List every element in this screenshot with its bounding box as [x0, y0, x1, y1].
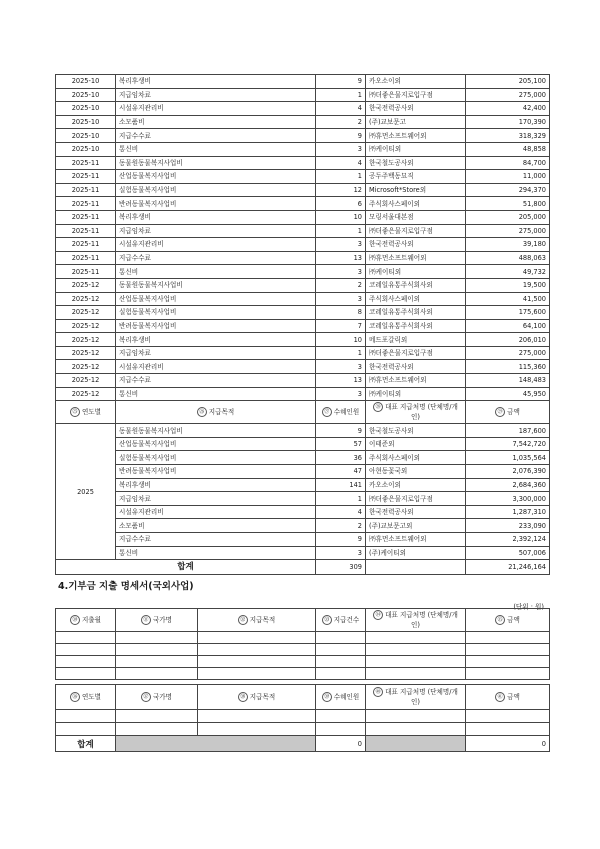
table-row [56, 387, 550, 401]
row-amount: 45,950 [466, 387, 550, 401]
overseas-yearly-header [56, 685, 550, 710]
row-recipient: 코레일유통주식회사외 [366, 319, 466, 333]
row-recipient: 주식회사스페이외 [366, 197, 466, 211]
row-count: 3 [316, 387, 366, 401]
total-empty-cell [366, 560, 466, 575]
row-purpose: 통신비 [116, 265, 316, 279]
row-count: 3 [316, 546, 366, 560]
row-recipient: 메드포갈릭외 [366, 333, 466, 347]
row-date: 2025-11 [56, 251, 116, 265]
table-row [56, 265, 550, 279]
row-purpose: 반려동물복지사업비 [116, 197, 316, 211]
row-recipient: ㈜케이티외 [366, 387, 466, 401]
row-recipient: 한국철도공사외 [366, 156, 466, 170]
row-count: 3 [316, 292, 366, 306]
header-recipient: ㉘ 대표 지급처명 (단체명/개인) [366, 401, 466, 424]
row-count: 47 [316, 465, 366, 479]
table-row [56, 374, 550, 388]
row-purpose: 통신비 [116, 546, 316, 560]
yearly-row [56, 505, 550, 519]
empty-row [56, 710, 550, 723]
header-purpose: ㉜ 지급목적 [198, 609, 316, 632]
row-purpose: 동물원동물복지사업비 [116, 156, 316, 170]
yearly-row [56, 465, 550, 479]
row-amount: 41,500 [466, 292, 550, 306]
row-date: 2025-11 [56, 197, 116, 211]
row-amount: 170,390 [466, 115, 550, 129]
row-recipient: ㈜휴먼소프트웨어외 [366, 129, 466, 143]
table-row [56, 88, 550, 102]
row-date: 2025-11 [56, 224, 116, 238]
row-purpose: 동물원동물복지사업비 [116, 278, 316, 292]
row-amount: 275,000 [466, 346, 550, 360]
row-count: 3 [316, 142, 366, 156]
table-row [56, 102, 550, 116]
row-recipient: 카오소이외 [366, 478, 466, 492]
unit-label: (단위 : 원) [513, 603, 544, 611]
row-recipient: 한국전력공사외 [366, 505, 466, 519]
table-row [56, 360, 550, 374]
row-count: 13 [316, 374, 366, 388]
row-recipient: 한국전력공사외 [366, 360, 466, 374]
empty-row [56, 668, 550, 680]
empty-row [56, 656, 550, 668]
row-amount: 233,090 [466, 519, 550, 533]
row-purpose: 복리후생비 [116, 75, 316, 89]
row-count: 3 [316, 238, 366, 252]
row-purpose: 지급수수료 [116, 533, 316, 547]
row-purpose: 소모품비 [116, 519, 316, 533]
total-amount: 21,246,164 [466, 560, 550, 575]
row-date: 2025-10 [56, 75, 116, 89]
row-purpose: 지급수수료 [116, 374, 316, 388]
row-amount: 19,500 [466, 278, 550, 292]
yearly-row [56, 451, 550, 465]
row-recipient: 주식회사스페이외 [366, 451, 466, 465]
row-amount: 64,100 [466, 319, 550, 333]
header-month: ㉚ 지출월 [56, 609, 116, 632]
row-count: 1 [316, 224, 366, 238]
row-purpose: 지급임차료 [116, 88, 316, 102]
overseas-monthly-table [55, 608, 550, 680]
row-amount: 275,000 [466, 88, 550, 102]
row-count: 2 [316, 519, 366, 533]
row-date: 2025-12 [56, 292, 116, 306]
yearly-row [56, 492, 550, 506]
row-count: 9 [316, 129, 366, 143]
header-country: ㉛ 국가명 [116, 609, 198, 632]
row-amount: 507,006 [466, 546, 550, 560]
total-label: 합계 [56, 736, 116, 752]
header-recipient: ㉞ 대표 지급처명 (단체명/개인) [366, 609, 466, 632]
row-amount: 205,000 [466, 210, 550, 224]
row-recipient: 이태준외 [366, 437, 466, 451]
header-purpose: ㉖ 지급목적 [116, 401, 316, 424]
yearly-row [56, 478, 550, 492]
row-amount: 148,483 [466, 374, 550, 388]
yearly-row [56, 546, 550, 560]
total-label: 합계 [56, 560, 316, 575]
row-amount: 2,392,124 [466, 533, 550, 547]
row-date: 2025-11 [56, 170, 116, 184]
row-purpose: 복리후생비 [116, 210, 316, 224]
row-count: 13 [316, 251, 366, 265]
row-purpose: 시설유지관리비 [116, 360, 316, 374]
header-year: ㊱ 연도별 [56, 685, 116, 710]
row-amount: 318,329 [466, 129, 550, 143]
yearly-row [56, 533, 550, 547]
header-amount: ㉟ 금액 [466, 609, 550, 632]
table-row [56, 142, 550, 156]
row-date: 2025-12 [56, 333, 116, 347]
row-amount: 205,100 [466, 75, 550, 89]
row-recipient: 한국전력공사외 [366, 102, 466, 116]
row-purpose: 지급수수료 [116, 129, 316, 143]
table-row [56, 197, 550, 211]
table-row [56, 170, 550, 184]
row-amount: 11,000 [466, 170, 550, 184]
row-date: 2025-10 [56, 102, 116, 116]
empty-row [56, 723, 550, 736]
row-amount: 7,542,720 [466, 437, 550, 451]
row-count: 57 [316, 437, 366, 451]
row-purpose: 산업동물복지사업비 [116, 292, 316, 306]
row-recipient: 코레일유통주식회사외 [366, 278, 466, 292]
row-recipient: ㈜휴먼소프트웨어외 [366, 251, 466, 265]
row-date: 2025-10 [56, 129, 116, 143]
row-count: 3 [316, 360, 366, 374]
row-purpose: 지급임차료 [116, 224, 316, 238]
row-count: 1 [316, 346, 366, 360]
row-count: 2 [316, 115, 366, 129]
row-purpose: 산업동물복지사업비 [116, 170, 316, 184]
yearly-header-row [56, 401, 550, 424]
row-amount: 49,732 [466, 265, 550, 279]
row-count: 141 [316, 478, 366, 492]
row-amount: 2,076,390 [466, 465, 550, 479]
row-date: 2025-12 [56, 278, 116, 292]
header-purpose: ㊳ 지급목적 [198, 685, 316, 710]
overseas-total-row [56, 736, 550, 752]
row-purpose: 동물원동물복지사업비 [116, 424, 316, 438]
table-row [56, 210, 550, 224]
row-purpose: 실험동물복지사업비 [116, 451, 316, 465]
row-count: 2 [316, 278, 366, 292]
row-date: 2025-12 [56, 360, 116, 374]
total-count: 309 [316, 560, 366, 575]
row-count: 10 [316, 210, 366, 224]
row-count: 1 [316, 88, 366, 102]
total-row [56, 560, 550, 575]
row-amount: 2,684,360 [466, 478, 550, 492]
row-recipient: 한국철도공사외 [366, 424, 466, 438]
table-row [56, 333, 550, 347]
empty-row [56, 632, 550, 644]
row-purpose: 실험동물복지사업비 [116, 306, 316, 320]
header-amount: ㊶ 금액 [466, 685, 550, 710]
row-count: 9 [316, 75, 366, 89]
row-date: 2025-11 [56, 183, 116, 197]
row-count: 1 [316, 170, 366, 184]
row-purpose: 실험동물복지사업비 [116, 183, 316, 197]
row-recipient: 카오소이외 [366, 75, 466, 89]
row-recipient: ㈜더좋은물지로입구점 [366, 346, 466, 360]
row-count: 4 [316, 505, 366, 519]
overseas-monthly-header [56, 609, 550, 632]
total-gray-cell [116, 736, 316, 752]
row-amount: 206,010 [466, 333, 550, 347]
row-amount: 115,360 [466, 360, 550, 374]
table-row [56, 115, 550, 129]
table-row [56, 346, 550, 360]
row-amount: 488,063 [466, 251, 550, 265]
header-recipient: ㊵ 대표 지급처명 (단체명/개인) [366, 685, 466, 710]
row-count: 9 [316, 533, 366, 547]
row-recipient: ㈜케이티외 [366, 142, 466, 156]
row-count: 4 [316, 102, 366, 116]
row-date: 2025-12 [56, 319, 116, 333]
row-recipient: 아현동꽃국외 [366, 465, 466, 479]
yearly-row [56, 519, 550, 533]
row-recipient: 공두주백동묘직 [366, 170, 466, 184]
row-amount: 294,370 [466, 183, 550, 197]
row-amount: 3,300,000 [466, 492, 550, 506]
row-date: 2025-12 [56, 387, 116, 401]
table-row [56, 75, 550, 89]
year-cell: 2025 [56, 424, 116, 560]
row-amount: 1,035,564 [466, 451, 550, 465]
row-count: 4 [316, 156, 366, 170]
row-purpose: 반려동물복지사업비 [116, 465, 316, 479]
row-count: 7 [316, 319, 366, 333]
row-purpose: 복리후생비 [116, 333, 316, 347]
row-amount: 1,287,310 [466, 505, 550, 519]
row-purpose: 시설유지관리비 [116, 505, 316, 519]
row-count: 36 [316, 451, 366, 465]
row-date: 2025-11 [56, 210, 116, 224]
row-date: 2025-10 [56, 142, 116, 156]
row-date: 2025-11 [56, 265, 116, 279]
table-row [56, 292, 550, 306]
header-year: ㉕ 연도별 [56, 401, 116, 424]
row-purpose: 통신비 [116, 142, 316, 156]
row-date: 2025-11 [56, 156, 116, 170]
table-row [56, 183, 550, 197]
row-recipient: ㈜더좋은물지로입구점 [366, 492, 466, 506]
row-amount: 48,858 [466, 142, 550, 156]
header-beneficiaries: ㊴ 수혜인원 [316, 685, 366, 710]
header-amount: ㉙ 금액 [466, 401, 550, 424]
monthly-expense-table [55, 74, 550, 575]
row-recipient: ㈜더좋은물지로입구점 [366, 224, 466, 238]
header-beneficiaries: ㉗ 수혜인원 [316, 401, 366, 424]
yearly-row [56, 424, 550, 438]
row-date: 2025-10 [56, 88, 116, 102]
row-purpose: 지급임차료 [116, 492, 316, 506]
row-recipient: Microsoft*Store외 [366, 183, 466, 197]
row-count: 8 [316, 306, 366, 320]
row-date: 2025-11 [56, 238, 116, 252]
row-recipient: 주식회사스페이외 [366, 292, 466, 306]
row-purpose: 반려동물복지사업비 [116, 319, 316, 333]
row-recipient: ㈜휴먼소프트웨어외 [366, 533, 466, 547]
row-count: 3 [316, 265, 366, 279]
row-recipient: (주)케이티외 [366, 546, 466, 560]
row-amount: 275,000 [466, 224, 550, 238]
total-amount: 0 [466, 736, 550, 752]
table-row [56, 129, 550, 143]
row-purpose: 산업동물복지사업비 [116, 437, 316, 451]
row-count: 1 [316, 492, 366, 506]
section4-title: 4.기부금 지출 명세서(국외사업) [58, 581, 194, 592]
empty-row [56, 644, 550, 656]
row-purpose: 시설유지관리비 [116, 102, 316, 116]
row-recipient: (주)교보문고 [366, 115, 466, 129]
table-row [56, 224, 550, 238]
total-gray-cell [366, 736, 466, 752]
row-date: 2025-12 [56, 374, 116, 388]
row-date: 2025-12 [56, 306, 116, 320]
row-date: 2025-10 [56, 115, 116, 129]
table-row [56, 306, 550, 320]
table-row [56, 319, 550, 333]
row-amount: 42,400 [466, 102, 550, 116]
row-purpose: 소모품비 [116, 115, 316, 129]
row-count: 9 [316, 424, 366, 438]
overseas-yearly-table [55, 684, 550, 752]
row-purpose: 지급임차료 [116, 346, 316, 360]
row-count: 12 [316, 183, 366, 197]
row-amount: 187,600 [466, 424, 550, 438]
row-count: 10 [316, 333, 366, 347]
row-amount: 84,700 [466, 156, 550, 170]
row-amount: 39,180 [466, 238, 550, 252]
row-amount: 175,600 [466, 306, 550, 320]
row-recipient: 모링서울대본점 [366, 210, 466, 224]
header-country: ㊲ 국가명 [116, 685, 198, 710]
row-date: 2025-12 [56, 346, 116, 360]
row-amount: 51,800 [466, 197, 550, 211]
row-purpose: 지급수수료 [116, 251, 316, 265]
row-recipient: ㈜휴먼소프트웨어외 [366, 374, 466, 388]
header-count: ㉝ 지급건수 [316, 609, 366, 632]
row-purpose: 시설유지관리비 [116, 238, 316, 252]
yearly-row [56, 437, 550, 451]
total-count: 0 [316, 736, 366, 752]
row-recipient: 한국전력공사외 [366, 238, 466, 252]
table-row [56, 278, 550, 292]
row-recipient: ㈜케이티외 [366, 265, 466, 279]
row-purpose: 통신비 [116, 387, 316, 401]
row-recipient: (주)교보문고외 [366, 519, 466, 533]
row-count: 6 [316, 197, 366, 211]
row-recipient: 코레일유통주식회사외 [366, 306, 466, 320]
row-recipient: ㈜더좋은물지로입구점 [366, 88, 466, 102]
row-purpose: 복리후생비 [116, 478, 316, 492]
table-row [56, 156, 550, 170]
table-row [56, 238, 550, 252]
table-row [56, 251, 550, 265]
